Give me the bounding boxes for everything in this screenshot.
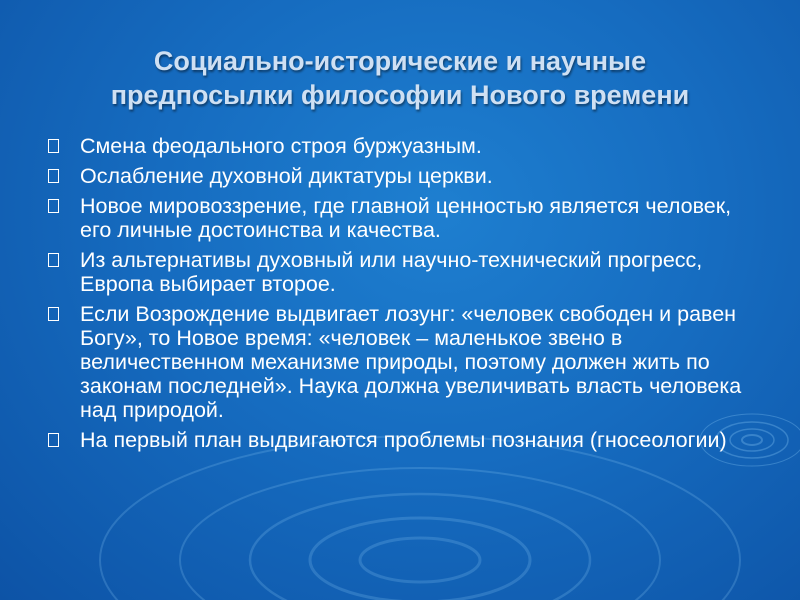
bullet-item — [46, 302, 746, 422]
bullet-item — [46, 134, 746, 158]
bullet-text: На первый план выдвигаются проблемы познания (гносеологии) — [80, 428, 727, 452]
bullet-square-icon — [48, 199, 59, 213]
bullet-item — [46, 248, 746, 296]
slide-title-line-2: предпосылки философии Нового времени — [110, 80, 690, 110]
bullet-square-icon — [48, 433, 59, 447]
bullet-item — [46, 428, 746, 452]
bullet-square-icon — [48, 307, 59, 321]
slide-title-line-1: Социально-исторические и научные — [153, 46, 647, 76]
slide-title — [40, 44, 760, 112]
bullet-text: Смена феодального строя буржуазным. — [80, 134, 482, 158]
bullet-square-icon — [48, 169, 59, 183]
bullet-square-icon — [48, 253, 59, 267]
bullet-text: Если Возрождение выдвигает лозунг: «человек свободен и равен Богу», то Новое время: «человек – маленькое звено в величественном механизме природы, поэтому должен жить по законам последней». Наука должна увеличивать власть человека над природой. — [80, 302, 742, 422]
bullet-text: Из альтернативы духовный или научно-технический прогресс, Европа выбирает второе. — [80, 248, 703, 296]
bullet-item — [46, 164, 746, 188]
bullet-text: Новое мировоззрение, где главной ценностью является человек, его личные достоинства и качества. — [80, 194, 732, 242]
bullet-text: Ослабление духовной диктатуры церкви. — [80, 164, 493, 188]
bullet-list — [46, 134, 746, 458]
bullet-square-icon — [48, 139, 59, 153]
bullet-item — [46, 194, 746, 242]
